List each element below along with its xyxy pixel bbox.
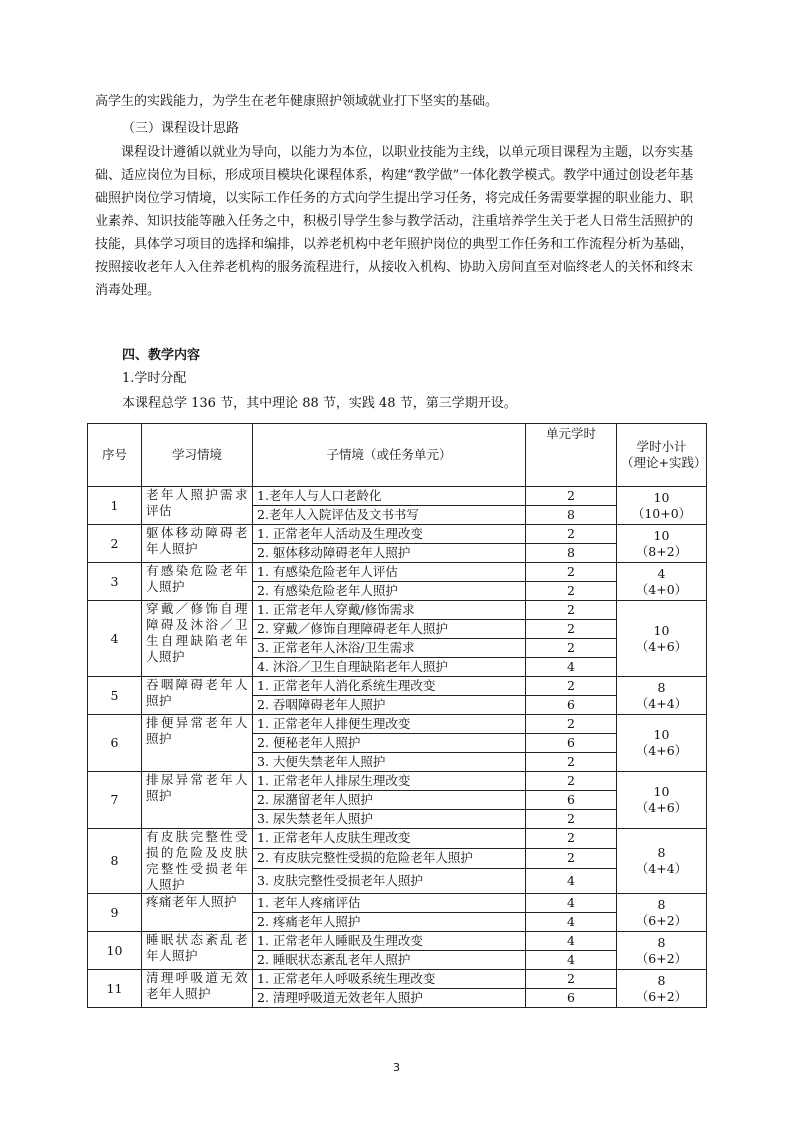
table-row — [88, 970, 707, 989]
cell-total — [617, 563, 707, 601]
cell-total — [617, 829, 707, 894]
cell-no: 11 — [88, 970, 142, 1008]
total-split: （4+6） — [635, 638, 688, 654]
cell-situation: 排尿异常老年人照护 — [142, 772, 253, 829]
total-hours: 4 — [657, 565, 666, 581]
total-split: （4+4） — [635, 695, 688, 711]
total-split: （6+2） — [635, 950, 688, 966]
hours-allocation-table — [87, 423, 707, 1008]
cell-total — [617, 894, 707, 932]
cell-no: 6 — [88, 715, 142, 772]
total-hours: 8 — [657, 679, 666, 695]
cell-task: 1. 正常老年人皮肤生理改变 — [253, 829, 526, 849]
total-split: （8+2） — [635, 543, 688, 559]
table-row — [88, 772, 707, 791]
cell-task: 1. 正常老年人消化系统生理改变 — [253, 677, 526, 696]
cell-task: 2. 有感染危险老年人照护 — [253, 582, 526, 601]
total-split: （4+4） — [635, 861, 688, 876]
cell-hours: 6 — [526, 791, 617, 810]
total-split: （4+6） — [635, 743, 688, 758]
header-total — [617, 424, 707, 487]
cell-task: 1. 老年人疼痛评估 — [253, 894, 526, 913]
table-row — [88, 677, 707, 696]
cell-task: 2.老年人入院评估及文书书写 — [253, 506, 526, 525]
header-no: 序号 — [88, 424, 142, 487]
cell-no: 8 — [88, 829, 142, 894]
subsection-heading: 1.学时分配 — [122, 371, 187, 386]
cell-no: 9 — [88, 894, 142, 932]
cell-task: 1. 正常老年人排尿生理改变 — [253, 772, 526, 791]
cell-hours: 4 — [526, 869, 617, 894]
cell-hours: 2 — [526, 753, 617, 772]
cell-hours: 4 — [526, 658, 617, 677]
cell-total — [617, 715, 707, 772]
cell-no: 4 — [88, 601, 142, 677]
cell-total — [617, 601, 707, 677]
header-total-note: （理论+实践） — [621, 455, 707, 470]
cell-hours: 2 — [526, 563, 617, 582]
total-hours: 10 — [653, 489, 670, 505]
cell-total — [617, 677, 707, 715]
cell-situation: 穿戴／修饰自理障碍及沐浴／卫生自理缺陷老年人照护 — [142, 601, 253, 677]
cell-no: 5 — [88, 677, 142, 715]
cell-hours: 4 — [526, 913, 617, 932]
table-row — [88, 894, 707, 913]
cell-hours: 2 — [526, 848, 617, 869]
cell-task: 1. 正常老年人活动及生理改变 — [253, 525, 526, 544]
cell-hours: 2 — [526, 525, 617, 544]
total-hours: 10 — [653, 622, 670, 638]
cell-task: 2. 躯体移动障碍老年人照护 — [253, 544, 526, 563]
cell-task: 2. 穿戴／修饰自理障碍老年人照护 — [253, 620, 526, 639]
cell-task: 3. 大便失禁老年人照护 — [253, 753, 526, 772]
total-hours: 8 — [657, 845, 666, 860]
cell-hours: 2 — [526, 970, 617, 989]
cell-situation: 躯体移动障碍老年人照护 — [142, 525, 253, 563]
total-split: （10+0） — [631, 505, 692, 521]
cell-task: 1. 正常老年人排便生理改变 — [253, 715, 526, 734]
table-row — [88, 525, 707, 544]
cell-task: 2. 便秘老年人照护 — [253, 734, 526, 753]
total-hours: 10 — [653, 727, 670, 742]
table-row — [88, 601, 707, 620]
cell-hours: 6 — [526, 734, 617, 753]
total-hours: 8 — [657, 896, 666, 912]
cell-task: 2. 清理呼吸道无效老年人照护 — [253, 989, 526, 1008]
cell-hours: 2 — [526, 582, 617, 601]
section-heading: 四、教学内容 — [122, 348, 201, 363]
cell-hours: 2 — [526, 639, 617, 658]
total-split: （4+0） — [635, 581, 688, 597]
cell-task: 1. 正常老年人穿戴/修饰需求 — [253, 601, 526, 620]
total-hours: 10 — [653, 527, 670, 543]
cell-situation: 老年人照护需求评估 — [142, 487, 253, 525]
cell-hours: 2 — [526, 487, 617, 506]
cell-task: 1. 正常老年人睡眠及生理改变 — [253, 932, 526, 951]
cell-hours: 4 — [526, 894, 617, 913]
table-row — [88, 487, 707, 506]
total-split: （6+2） — [635, 988, 688, 1004]
design-paragraph: 课程设计遵循以就业为导向，以能力为本位，以职业技能为主线，以单元项目课程为主题，以夯实基础、适应岗位为目标，形成项目模块化课程体系，构建“教学做”一体化教学模式。教学中通过创设老年基础照护岗位学习情境，以实际工作任务的方式向学生提出学习任务，将完成任务需要掌握的职业能力、职业素养、知识技能等融入任务之中，积极引导学生参与教学活动，注重培养学生关于老人日常生活照护的技能，具体学习项目的选择和编排，以养老机构中老年照护岗位的典型工作任务和工作流程分析为基础，按照接收老年人入住养老机构的服务流程进行，从接收入机构、协助入房间直至对临终老人的关怀和终末消毒处理。 — [95, 145, 694, 298]
cell-hours: 4 — [526, 951, 617, 970]
table-body — [88, 487, 707, 1008]
total-hours: 8 — [657, 972, 666, 988]
cell-task: 3. 尿失禁老年人照护 — [253, 810, 526, 829]
total-split: （4+6） — [635, 800, 688, 815]
cell-hours: 2 — [526, 772, 617, 791]
cell-hours: 8 — [526, 544, 617, 563]
cell-task: 2. 睡眠状态紊乱老年人照护 — [253, 951, 526, 970]
cell-task: 3. 皮肤完整性受损老年人照护 — [253, 869, 526, 894]
cell-task: 2. 尿潴留老年人照护 — [253, 791, 526, 810]
cell-no: 1 — [88, 487, 142, 525]
cell-total — [617, 772, 707, 829]
total-split: （6+2） — [635, 912, 688, 928]
cell-situation: 清理呼吸道无效老年人照护 — [142, 970, 253, 1008]
table-row — [88, 715, 707, 734]
table-row — [88, 829, 707, 849]
cell-no: 7 — [88, 772, 142, 829]
header-task: 子情境（或任务单元） — [253, 424, 526, 487]
cell-total — [617, 932, 707, 970]
cell-task: 4. 沐浴／卫生自理缺陷老年人照护 — [253, 658, 526, 677]
cell-hours: 6 — [526, 696, 617, 715]
cell-situation: 排便异常老年人照护 — [142, 715, 253, 772]
cell-no: 2 — [88, 525, 142, 563]
cell-situation: 睡眠状态紊乱老年人照护 — [142, 932, 253, 970]
header-hours: 单元学时 — [526, 424, 617, 487]
design-heading: （三）课程设计思路 — [122, 121, 240, 136]
cell-task: 3. 正常老年人沐浴/卫生需求 — [253, 639, 526, 658]
table-row — [88, 563, 707, 582]
cell-hours: 8 — [526, 506, 617, 525]
cell-hours: 2 — [526, 620, 617, 639]
table-header-row — [88, 424, 707, 487]
cell-hours: 2 — [526, 829, 617, 849]
cell-task: 1.老年人与人口老龄化 — [253, 487, 526, 506]
table-row — [88, 932, 707, 951]
cell-no: 10 — [88, 932, 142, 970]
cell-hours: 2 — [526, 715, 617, 734]
cell-hours: 6 — [526, 989, 617, 1008]
cell-total — [617, 970, 707, 1008]
cell-situation: 疼痛老年人照护 — [142, 894, 253, 932]
cell-hours: 2 — [526, 601, 617, 620]
cell-task: 1. 正常老年人呼吸系统生理改变 — [253, 970, 526, 989]
cell-task: 2. 吞咽障碍老年人照护 — [253, 696, 526, 715]
cell-total — [617, 487, 707, 525]
cell-task: 2. 有皮肤完整性受损的危险老年人照护 — [253, 848, 526, 869]
cell-situation: 有感染危险老年人照护 — [142, 563, 253, 601]
total-hours-text: 本课程总学 136 节，其中理论 88 节，实践 48 节，第三学期开设。 — [122, 396, 517, 411]
cell-hours: 2 — [526, 677, 617, 696]
cell-hours: 4 — [526, 932, 617, 951]
cell-task: 2. 疼痛老年人照护 — [253, 913, 526, 932]
header-total-label: 学时小计 — [636, 439, 687, 454]
cell-total — [617, 525, 707, 563]
cell-task: 1. 有感染危险老年人评估 — [253, 563, 526, 582]
header-situation: 学习情境 — [142, 424, 253, 487]
cell-situation: 有皮肤完整性受损的危险及皮肤完整性受损老年人照护 — [142, 829, 253, 894]
total-hours: 10 — [653, 784, 670, 799]
cell-hours: 2 — [526, 810, 617, 829]
cell-no: 3 — [88, 563, 142, 601]
page-number: 3 — [393, 1061, 400, 1074]
intro-paragraph: 高学生的实践能力，为学生在老年健康照护领域就业打下坚实的基础。 — [95, 94, 499, 109]
total-hours: 8 — [657, 934, 666, 950]
cell-situation: 吞咽障碍老年人照护 — [142, 677, 253, 715]
